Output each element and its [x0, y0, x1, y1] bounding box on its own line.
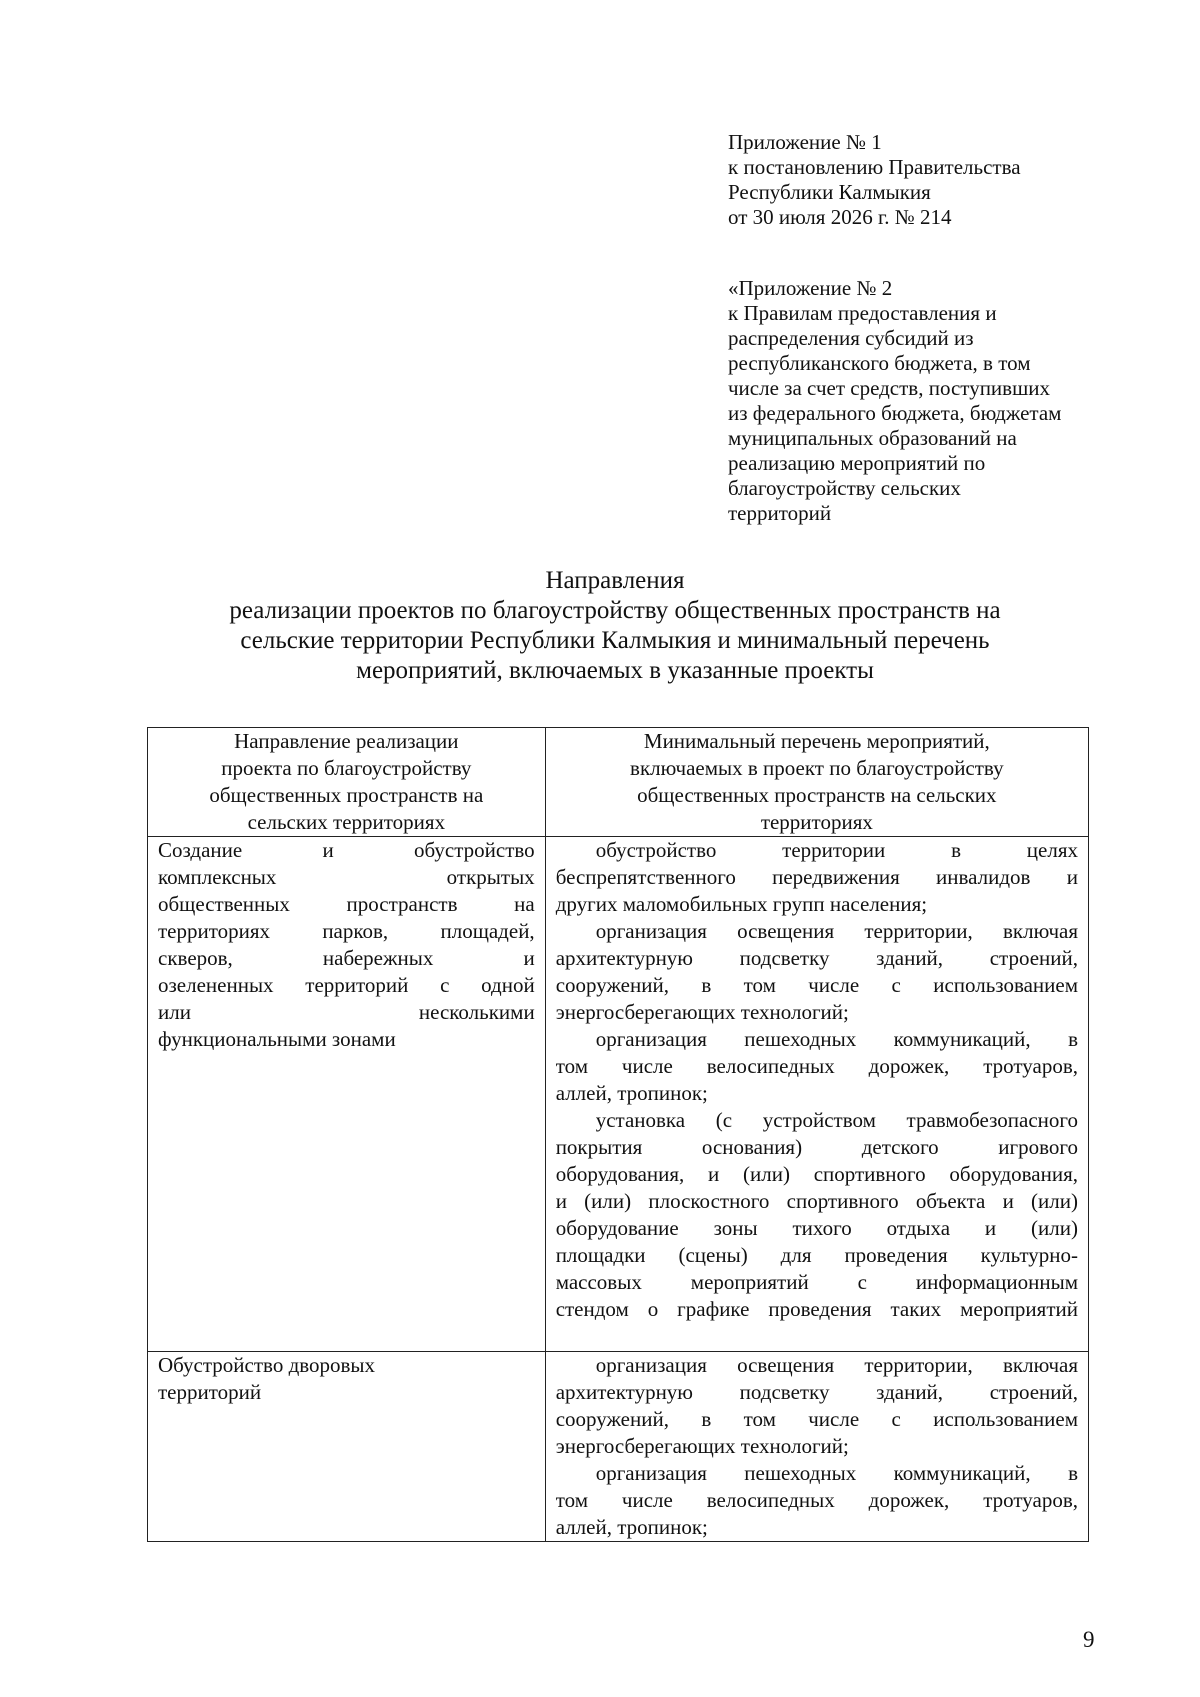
- cell-line: Создание и обустройство: [158, 838, 535, 862]
- activities-cell: [545, 1352, 1088, 1542]
- annex-2-line: реализацию мероприятий по: [728, 451, 986, 475]
- annex-2-line: числе за счет средств, поступивших: [728, 376, 1050, 400]
- table-row: [148, 1352, 1089, 1542]
- header-line: территориях: [760, 810, 873, 834]
- header-line: Минимальный перечень мероприятий,: [643, 729, 990, 753]
- activity-line: аллей, тропинок;: [555, 1081, 708, 1105]
- annex-2-line: благоустройству сельских: [728, 476, 961, 500]
- annex-1-line: к постановлению Правительства: [728, 155, 1021, 179]
- activity-line: беспрепятственного передвижения инвалидов и: [555, 865, 1078, 889]
- activity-line: стендом о графике проведения таких мероприятий: [555, 1297, 1078, 1321]
- activity-line: других маломобильных групп населения;: [555, 892, 928, 916]
- cell-line: озелененных территорий с одной: [158, 973, 535, 997]
- activity-line: организация пешеходных коммуникаций, в: [595, 1027, 1078, 1051]
- activity-line: обустройство территории в целях: [595, 838, 1078, 862]
- annex-2-line: республиканского бюджета, в том: [728, 351, 1031, 375]
- activity-line: энергосберегающих технологий;: [555, 1434, 849, 1458]
- activity-line: аллей, тропинок;: [555, 1515, 708, 1539]
- annex-2-line: территорий: [728, 501, 832, 525]
- annex-1-line: Приложение № 1: [728, 130, 882, 154]
- annex-1-reference: [728, 130, 1021, 230]
- activity-line: архитектурную подсветку зданий, строений,: [555, 946, 1078, 970]
- activity-line: архитектурную подсветку зданий, строений,: [555, 1380, 1078, 1404]
- activity-line: том числе велосипедных дорожек, тротуаров,: [555, 1488, 1078, 1512]
- table-header-row: [148, 728, 1089, 837]
- header-line: включаемых в проект по благоустройству: [630, 756, 1004, 780]
- activity-line: оборудования, и (или) спортивного оборудования,: [555, 1162, 1078, 1186]
- cell-line: комплексных открытых: [158, 865, 535, 889]
- page-number: 9: [1083, 1627, 1095, 1652]
- annex-2-line: «Приложение № 2: [728, 276, 893, 300]
- cell-line: общественных пространств на: [158, 892, 535, 916]
- annex-2-line: муниципальных образований на: [728, 426, 1017, 450]
- activity-line: сооружений, в том числе с использованием: [555, 1407, 1078, 1431]
- activity-line: организация освещения территории, включая: [595, 1353, 1078, 1377]
- activity-line: площадки (сцены) для проведения культурно-: [555, 1243, 1078, 1267]
- title-line: реализации проектов по благоустройству общественных пространств на: [229, 597, 1001, 624]
- activity-line: организация освещения территории, включая: [595, 919, 1078, 943]
- activity-line: и (или) плоскостного спортивного объекта и (или): [555, 1189, 1078, 1213]
- header-cell-activities: [545, 728, 1088, 837]
- title-line: Направления: [545, 567, 685, 594]
- cell-line: или несколькими: [158, 1000, 535, 1024]
- cell-line: территорий: [158, 1380, 262, 1404]
- cell-line: функциональными зонами: [158, 1027, 396, 1051]
- activity-line: том числе велосипедных дорожек, тротуаров,: [555, 1054, 1078, 1078]
- header-line: сельских территориях: [247, 810, 446, 834]
- activity-line: массовых мероприятий с информационным: [555, 1270, 1078, 1294]
- annex-1-line: Республики Калмыкия: [728, 180, 931, 204]
- activities-cell: [545, 837, 1088, 1352]
- annex-2-line: распределения субсидий из: [728, 326, 974, 350]
- direction-cell: [148, 1352, 546, 1542]
- directions-table: [147, 727, 1089, 1542]
- annex-2-line: к Правилам предоставления и: [728, 301, 997, 325]
- activity-line: организация пешеходных коммуникаций, в: [595, 1461, 1078, 1485]
- activity-line: сооружений, в том числе с использованием: [555, 973, 1078, 997]
- activity-line: оборудование зоны тихого отдыха и (или): [555, 1216, 1078, 1240]
- header-line: общественных пространств на сельских: [637, 783, 997, 807]
- annex-2-reference: [728, 276, 1061, 526]
- activity-line: энергосберегающих технологий;: [555, 1000, 849, 1024]
- annex-1-line: от 30 июля 2026 г. № 214: [728, 205, 952, 229]
- cell-line: Обустройство дворовых: [158, 1353, 376, 1377]
- document-title: [150, 566, 1080, 686]
- title-line: мероприятий, включаемых в указанные проекты: [356, 657, 874, 684]
- header-line: общественных пространств на: [209, 783, 484, 807]
- annex-2-line: из федерального бюджета, бюджетам: [728, 401, 1062, 425]
- table-row: [148, 837, 1089, 1352]
- header-line: Направление реализации: [234, 729, 459, 753]
- header-cell-direction: [148, 728, 546, 837]
- title-line: сельские территории Республики Калмыкия и минимальный перечень: [240, 627, 990, 654]
- cell-line: территориях парков, площадей,: [158, 919, 535, 943]
- direction-cell: [148, 837, 546, 1352]
- cell-line: скверов, набережных и: [158, 946, 535, 970]
- header-line: проекта по благоустройству: [221, 756, 472, 780]
- activity-line: установка (с устройством травмобезопасного: [595, 1108, 1078, 1132]
- activity-line: покрытия основания) детского игрового: [555, 1135, 1078, 1159]
